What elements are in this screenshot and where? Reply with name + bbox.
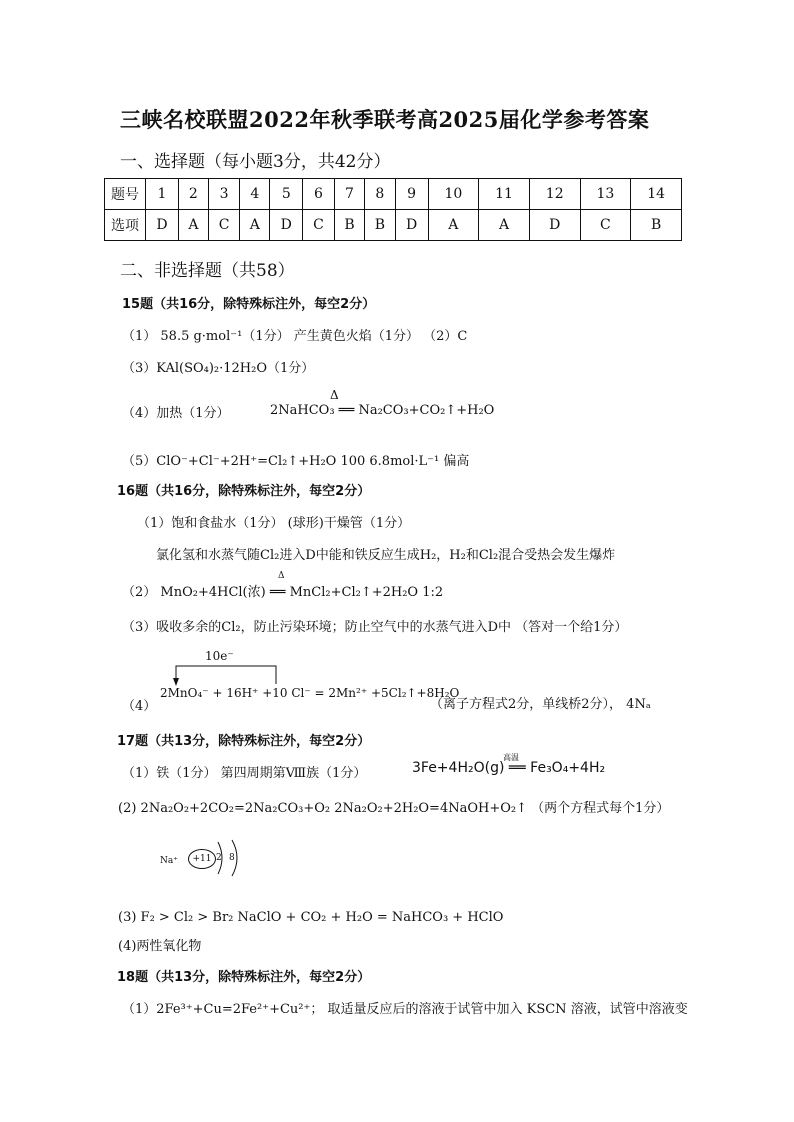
q16-line4: （3）吸收多余的Cl₂，防止污染环境；防止空气中的水蒸气进入D中 （答对一个给1分）: [122, 620, 628, 635]
q16-line1: （1）饱和食盐水（1分） (球形)干燥管（1分）: [137, 516, 411, 531]
q16-header: 16题（共16分，除特殊标注外，每空2分）: [117, 484, 371, 499]
q18-line1: （1）2Fe³⁺+Cu=2Fe²⁺+Cu²⁺； 取适量反应后的溶液于试管中加入 KSCN 溶液，试管中溶液变: [122, 1002, 688, 1017]
table-cell: 5: [270, 179, 303, 210]
q16-line5-note: （离子方程式2分，单线桥2分）， 4Nₐ: [430, 697, 651, 712]
table-cell: D: [270, 210, 303, 241]
table-cell: 9: [395, 179, 428, 210]
table-cell: D: [395, 210, 428, 241]
q15-line4-equation: 2NaHCO₃ ══ Na₂CO₃+CO₂↑+H₂O: [270, 403, 495, 418]
table-cell: 2: [178, 179, 208, 210]
q17-line1: （1）铁（1分） 第四周期第Ⅷ族（1分）: [122, 766, 367, 781]
q16-line5-label: （4）: [122, 699, 157, 714]
q16-line2: 氯化氢和水蒸气随Cl₂进入D中能和铁反应生成H₂，H₂和Cl₂混合受热会发生爆炸: [156, 548, 616, 563]
table-cell: 8: [365, 179, 395, 210]
q17-line3: (3) F₂ > Cl₂ > Br₂ NaClO + CO₂ + H₂O = NaHCO₃ + HClO: [118, 910, 504, 925]
table-cell: 11: [479, 179, 530, 210]
row-label-answer: 选项: [105, 210, 146, 241]
table-row-numbers: [105, 179, 682, 210]
q18-header: 18题（共13分，除特殊标注外，每空2分）: [117, 970, 371, 985]
table-cell: C: [208, 210, 240, 241]
page-title: 三峡名校联盟2022年秋季联考高2025届化学参考答案: [120, 107, 650, 132]
q15-line3: （3）KAl(SO₄)₂·12H₂O（1分）: [122, 361, 315, 376]
q15-line4-label: （4）加热（1分）: [122, 406, 230, 421]
electron-shell-2-count: 8: [229, 853, 235, 863]
table-cell: 10: [428, 179, 479, 210]
table-cell: 4: [240, 179, 270, 210]
q15-line5: （5）ClO⁻+Cl⁻+2H⁺=Cl₂↑+H₂O 100 6.8mol·L⁻¹ 偏高: [122, 454, 470, 469]
sodium-ion-symbol: Na⁺: [160, 856, 178, 866]
table-cell: 6: [303, 179, 335, 210]
table-cell: B: [334, 210, 364, 241]
table-cell: 3: [208, 179, 240, 210]
q16-line3: （2） MnO₂+4HCl(浓) ══ MnCl₂+Cl₂↑+2H₂O 1:2: [122, 585, 444, 600]
q17-line4: (4)两性氧化物: [118, 939, 202, 954]
answer-table: [104, 178, 682, 241]
q15-header: 15题（共16分，除特殊标注外，每空2分）: [122, 297, 376, 312]
nucleus-circle: +11: [188, 849, 216, 869]
table-cell: D: [146, 210, 179, 241]
table-cell: B: [365, 210, 395, 241]
section-nonchoice-heading: 二、非选择题（共58）: [120, 261, 295, 281]
single-line-bridge-arrow: [170, 662, 282, 688]
table-cell: A: [428, 210, 479, 241]
table-cell: C: [303, 210, 335, 241]
table-cell: A: [240, 210, 270, 241]
q17-header: 17题（共13分，除特殊标注外，每空2分）: [117, 734, 371, 749]
table-cell: 13: [580, 179, 631, 210]
table-cell: D: [529, 210, 580, 241]
q16-heat-symbol: Δ: [278, 571, 285, 581]
q16-line5-equation: 2MnO₄⁻ + 16H⁺ +10 Cl⁻ = 2Mn²⁺ +5Cl₂↑+8H₂O: [160, 686, 460, 700]
electron-shell-1-count: 2: [216, 853, 222, 863]
q15-heat-symbol: Δ: [330, 388, 339, 402]
table-cell: 14: [631, 179, 682, 210]
q17-condition-label: 高温: [503, 753, 519, 762]
table-row-answers: [105, 210, 682, 241]
q15-line1: （1） 58.5 g·mol⁻¹（1分） 产生黄色火焰（1分） （2）C: [122, 329, 468, 344]
table-cell: A: [479, 210, 530, 241]
electron-transfer-label: 10e⁻: [205, 649, 234, 663]
q17-line2: (2) 2Na₂O₂+2CO₂=2Na₂CO₃+O₂ 2Na₂O₂+2H₂O=4NaOH+O₂↑ （两个方程式每个1分）: [118, 801, 670, 816]
table-cell: B: [631, 210, 682, 241]
table-cell: C: [580, 210, 631, 241]
row-label-number: 题号: [105, 179, 146, 210]
q17-line1-equation: 3Fe+4H₂O(g) ══ Fe₃O₄+4H₂: [412, 760, 606, 776]
section-choice-heading: 一、选择题（每小题3分，共42分）: [120, 152, 391, 172]
table-cell: 12: [529, 179, 580, 210]
table-cell: 7: [334, 179, 364, 210]
table-cell: A: [178, 210, 208, 241]
table-cell: 1: [146, 179, 179, 210]
